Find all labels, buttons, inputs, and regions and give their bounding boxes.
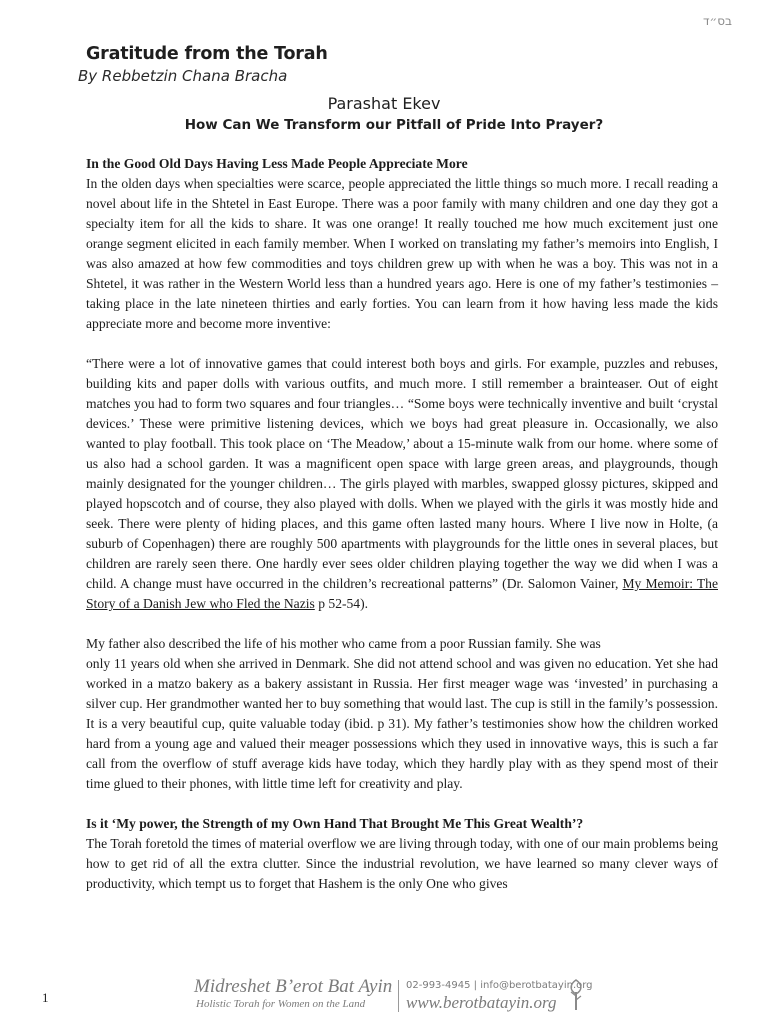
article-subtitle: How Can We Transform our Pitfall of Pride Into Prayer? (184, 117, 604, 133)
footer-logo (188, 976, 593, 1016)
header (86, 44, 328, 64)
page-title: Gratitude from the Torah (86, 44, 328, 64)
org-name: Midreshet B’erot Bat Ayin (194, 976, 393, 997)
paragraph-intro: In the olden days when specialties were scarce, people appreciated the little things so much more. I recall reading a novel about life in the Shtetel in East Europe. There was a poor family with many children and one day they got a specialty item for all the kids to share. It was one orange! It really touched me how much excitement just one orange segment elicited in each family member. When I worked on translating my father’s memoirs into English, I was also amazed at how few commodities and toys children grew up with when he was a boy. This was not in a Shtetel, it was rather in the Western World less than a hundred years ago. Here is one of my father’s testimonies – taking place in the late nineteen thirties and early forties. You can learn from it how having less made the kids appreciate more and become more inventive: (86, 176, 718, 331)
book-title-link[interactable]: My Memoir: The Story of a Danish Jew who Fled the Nazis (86, 576, 719, 611)
paragraph-quote (86, 354, 718, 614)
article-body (86, 154, 718, 894)
bsd-marking: בס״ד (702, 14, 732, 28)
contact-info: 02-993-4945 | info@berotbatayin.org (406, 980, 593, 991)
paragraph-mother-line: My father also described the life of his mother who came from a poor Russian family. She was (86, 636, 601, 651)
section-heading-2: Is it ‘My power, the Strength of my Own Hand That Brought Me This Great Wealth’? (86, 816, 584, 831)
paragraph-torah: The Torah foretold the times of material overflow we are living through today, with one of our main problems being how to get rid of all the extra clutter. Since the industrial revolution, we have learned so many clever ways of productivity, which tempt us to forget that Hashem is the only One who gives (86, 836, 718, 891)
page-number: 1 (42, 990, 49, 1005)
quote-citation: p 52-54). (314, 596, 369, 611)
website-link[interactable]: www.berotbatayin.org (406, 993, 557, 1012)
section-heading: In the Good Old Days Having Less Made People Appreciate More (86, 156, 468, 171)
tree-logo-icon (566, 978, 586, 1012)
author-byline: By Rebbetzin Chana Bracha (78, 67, 288, 85)
parasha-title: Parashat Ekev (327, 94, 441, 113)
paragraph-mother: only 11 years old when she arrived in Denmark. She did not attend school and was given no education. Yet she had worked in a matzo bakery as a bakery assistant in Russia. Her first meager wage was ‘invested’ in purchasing a silver cup. Her grandmother wanted her to buy something that would last. The cup is still in the family’s possession. It is a very beautiful cup, quite valuable today (ibid. p 31). My father’s testimonies show how the children worked hard from a young age and valued their meager possessions which they used in innovative ways, this is such a far call from the overflow of stuff average kids have today, which they hardly play with as they spend most of their time glued to their phones, with little time left for creativity and play. (86, 656, 718, 791)
footer-divider (398, 980, 399, 1012)
org-tagline: Holistic Torah for Women on the Land (196, 998, 366, 1010)
quote-text: “There were a lot of innovative games that could interest both boys and girls. For example, puzzles and rebuses, building kits and paper dolls with various outfits, and much more. I still remember a brainteaser. Out of eight matches you had to form two squares and four triangles… “Some boys were technically inventive and built ‘crystal devices.’ These were primitive listening devices, which we boys had great pleasure in. Occasionally, we also wanted to play football. This took place on ‘The Meadow,’ about a 15-minute walk from our home. where some of us also had a school garden. It was a magnificent open space with large green areas, and playgrounds, though mainly designated for the younger children… The girls played with marbles, swapped glossy pictures, skipped and played hopscotch and of course, they also played with dolls. When we played with the girls it was mostly hide and seek. There were plenty of hiding places, and this game often lasted many hours. Where I live now in Holte, (a suburb of Copenhagen) there are roughly 500 apartments with playgrounds for the little ones in several places, but children are rarely seen there. One hardly ever sees older children playing together the way we did when I was a child. A change must have occurred in the children’s recreational patterns” (Dr. Salomon Vainer, (86, 356, 718, 591)
